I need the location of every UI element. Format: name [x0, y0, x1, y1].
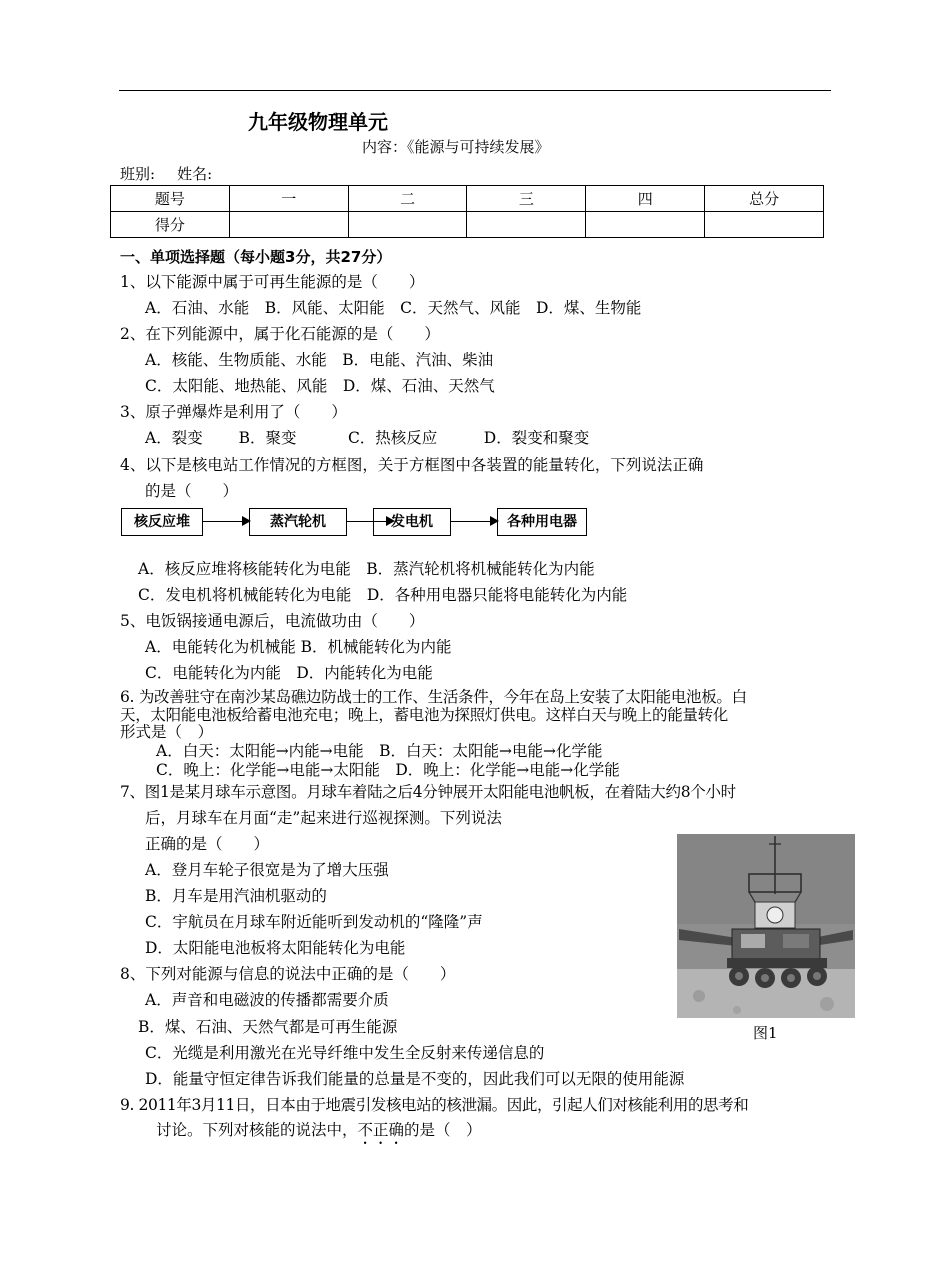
question-6-options-1: A．白天：太阳能→内能→电能 B．白天：太阳能→电能→化学能 — [156, 742, 603, 760]
question-8-option-c: C．光缆是利用激光在光导纤维中发生全反射来传递信息的 — [145, 1044, 545, 1062]
question-7-option-c: C．宇航员在月球车附近能听到发动机的“隆隆”声 — [145, 913, 483, 931]
class-label: 班别: — [120, 165, 156, 183]
student-info-line — [120, 163, 234, 184]
page-title: 九年级物理单元 — [248, 110, 388, 134]
score-table — [110, 185, 824, 238]
lunar-rover-illustration — [677, 834, 855, 1018]
question-4-options-2: C．发电机将机械能转化为电能 D．各种用电器只能将电能转化为内能 — [138, 586, 628, 604]
score-cell: 题号 — [111, 186, 230, 212]
question-4-stem-2: 的是（ ） — [145, 482, 239, 500]
question-5-stem: 5、电饭锅接通电源后，电流做功由（ ） — [120, 612, 425, 630]
score-table-header-row — [111, 186, 824, 212]
flow-arrow-icon — [203, 521, 249, 522]
question-1-options: A．石油、水能 B．风能、太阳能 C．天然气、风能 D．煤、生物能 — [145, 299, 642, 317]
score-input-cell[interactable] — [348, 212, 467, 238]
name-label: 姓名: — [177, 165, 213, 183]
question-9-stem-2 — [156, 1118, 482, 1148]
question-7-option-a: A．登月车轮子很宽是为了增大压强 — [145, 861, 389, 879]
question-4-stem-1: 4、以下是核电站工作情况的方框图，关于方框图中各装置的能量转化，下列说法正确 — [120, 456, 704, 474]
question-7-stem-1: 7、图1是某月球车示意图。月球车着陆之后4分钟展开太阳能电池帆板，在着陆大约8个小时 — [120, 783, 736, 801]
score-input-cell[interactable] — [705, 212, 824, 238]
question-7-stem-3: 正确的是（ ） — [145, 835, 270, 853]
flow-box-reactor: 核反应堆 — [121, 508, 203, 536]
question-8-option-b: B．煤、石油、天然气都是可再生能源 — [138, 1018, 398, 1036]
question-6-options-2: C．晚上：化学能→电能→太阳能 D．晚上：化学能→电能→化学能 — [156, 761, 620, 779]
question-8-stem: 8、下列对能源与信息的说法中正确的是（ ） — [120, 965, 456, 983]
flow-box-appliances: 各种用电器 — [497, 508, 587, 536]
question-9-stem-1: 9. 2011年3月11日，日本由于地震引发核电站的核泄漏。因此，引起人们对核能利用的思考和 — [120, 1096, 749, 1114]
question-4-options-1: A．核反应堆将核能转化为电能 B．蒸汽轮机将机械能转化为内能 — [138, 560, 595, 578]
question-6-stem-3: 形式是（ ） — [120, 723, 214, 741]
question-7-stem-2: 后，月球车在月面“走”起来进行巡视探测。下列说法 — [145, 809, 502, 827]
score-input-cell[interactable] — [229, 212, 348, 238]
question-8-option-d: D．能量守恒定律告诉我们能量的总量是不变的，因此我们可以无限的使用能源 — [145, 1070, 685, 1088]
question-2-stem: 2、在下列能源中，属于化石能源的是（ ） — [120, 325, 440, 343]
question-3-stem: 3、原子弹爆炸是利用了（ ） — [120, 403, 347, 421]
question-7-option-b: B．月车是用汽油机驱动的 — [145, 887, 327, 905]
lunar-rover-photo — [677, 834, 855, 1018]
section-heading: 一、单项选择题（每小题3分，共27分） — [120, 248, 392, 266]
question-2-options-1: A．核能、生物质能、水能 B．电能、汽油、柴油 — [145, 351, 494, 369]
question-5-options-2: C．电能转化为内能 D．内能转化为电能 — [145, 664, 433, 682]
flow-box-generator: 发电机 — [373, 508, 451, 536]
question-9-stem-2-pre: 讨论。下列对核能的说法中， — [156, 1121, 358, 1139]
flow-arrow-icon — [451, 521, 497, 522]
score-cell: 一 — [229, 186, 348, 212]
question-9-stem-2-post: 的是（ ） — [404, 1121, 482, 1139]
score-cell: 总分 — [705, 186, 824, 212]
score-cell: 二 — [348, 186, 467, 212]
score-cell: 四 — [586, 186, 705, 212]
score-table-score-row — [111, 212, 824, 238]
question-6-stem-1: 6. 为改善驻守在南沙某岛礁边防战士的工作、生活条件，今年在岛上安装了太阳能电池板。白 — [120, 688, 747, 706]
question-3-options: A．裂变 B．聚变 C．热核反应 D．裂变和聚变 — [145, 429, 590, 447]
score-input-cell[interactable] — [586, 212, 705, 238]
score-input-cell[interactable] — [467, 212, 586, 238]
emphasized-negation: 不正确 — [357, 1121, 405, 1139]
question-5-options-1: A．电能转化为机械能 B．机械能转化为内能 — [145, 638, 452, 656]
page-subtitle: 内容：《能源与可持续发展》 — [362, 138, 550, 156]
question-6-stem-2: 天，太阳能电池板给蓄电池充电；晚上，蓄电池为探照灯供电。这样白天与晚上的能量转化 — [120, 706, 729, 724]
figure-1-caption: 图1 — [753, 1024, 778, 1042]
score-cell: 三 — [467, 186, 586, 212]
flow-box-turbine: 蒸汽轮机 — [249, 508, 347, 536]
score-cell: 得分 — [111, 212, 230, 238]
question-7-option-d: D．太阳能电池板将太阳能转化为电能 — [145, 939, 406, 957]
top-rule — [119, 90, 831, 91]
question-1-stem: 1、以下能源中属于可再生能源的是（ ） — [120, 273, 425, 291]
question-8-option-a: A．声音和电磁波的传播都需要介质 — [145, 991, 389, 1009]
question-2-options-2: C．太阳能、地热能、风能 D．煤、石油、天然气 — [145, 377, 495, 395]
